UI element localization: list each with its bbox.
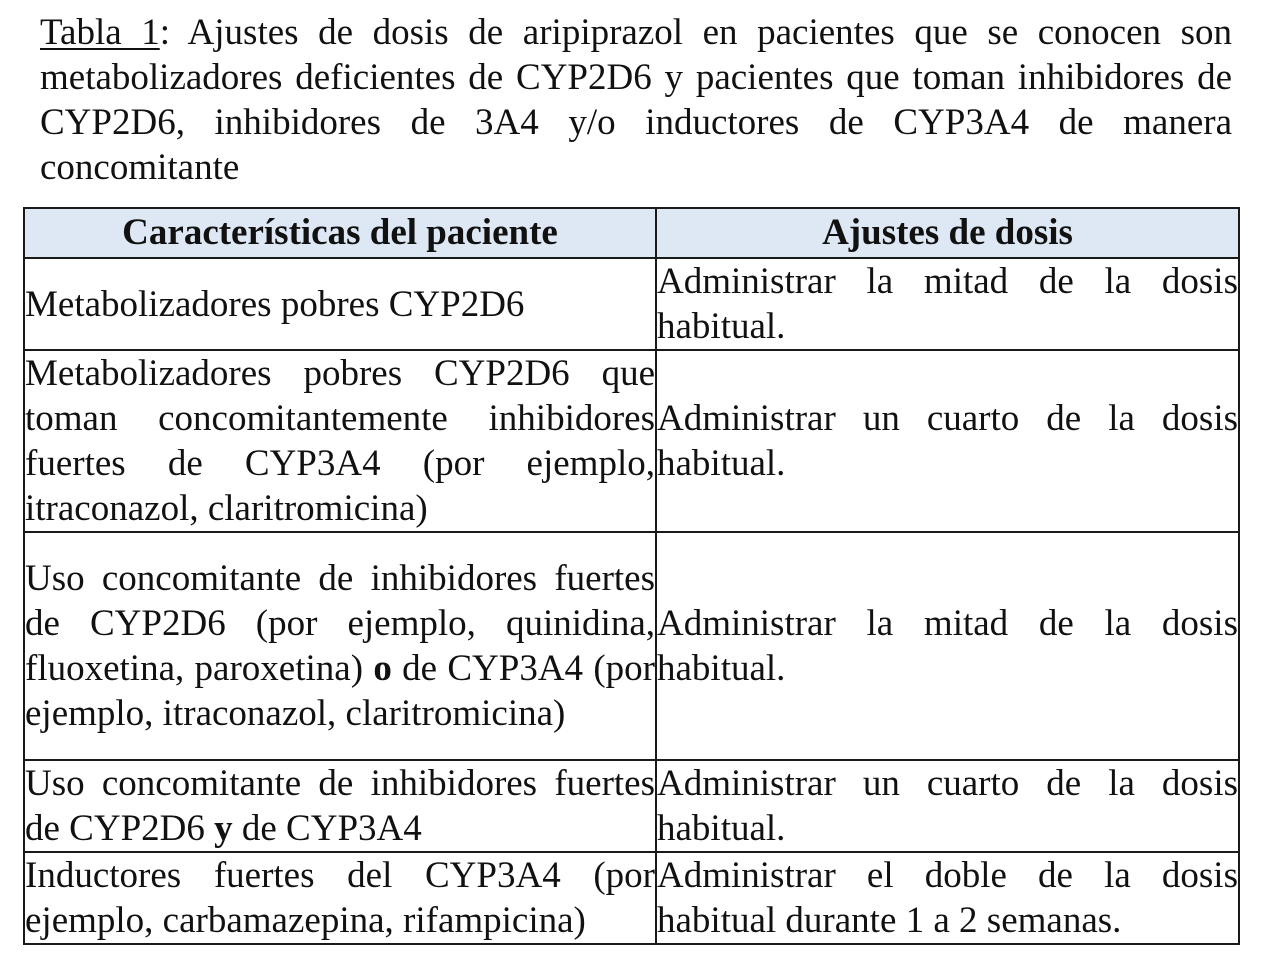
- patient-text: Uso concomitante de inhibidores fuertes de CYP2D6 (por ejemplo, quinidina, fluoxetina, paroxetina): [25, 558, 655, 689]
- adjustment-cell: Administrar el doble de la dosis habitual durante 1 a 2 semanas.: [656, 852, 1239, 944]
- column-header-patient: Características del paciente: [24, 208, 656, 258]
- table-header-row: [24, 208, 1239, 258]
- patient-cell: Metabolizadores pobres CYP2D6 que toman concomitantemente inhibidores fuertes de CYP3A4 (por ejemplo, itraconazol, claritromicina): [24, 350, 656, 532]
- patient-cell: [24, 532, 656, 760]
- adjustment-cell: Administrar un cuarto de la dosis habitual.: [656, 760, 1239, 852]
- patient-cell: Metabolizadores pobres CYP2D6: [24, 258, 656, 350]
- table-caption: [40, 10, 1232, 190]
- adjustment-cell: Administrar la mitad de la dosis habitual.: [656, 258, 1239, 350]
- patient-cell: [24, 760, 656, 852]
- column-header-adjustment: Ajustes de dosis: [656, 208, 1239, 258]
- patient-text: de CYP3A4 (por ejemplo, itraconazol, claritromicina): [25, 648, 655, 734]
- adjustment-cell: Administrar la mitad de la dosis habitual.: [656, 532, 1239, 760]
- patient-text: Uso concomitante de inhibidores fuertes de CYP2D6: [25, 763, 655, 849]
- patient-conjunction: o: [373, 648, 392, 689]
- dose-adjustment-table: [23, 207, 1240, 945]
- patient-conjunction: y: [214, 808, 233, 849]
- table-row: [24, 532, 1239, 760]
- table-row: [24, 852, 1239, 944]
- patient-text: de CYP3A4: [232, 808, 422, 849]
- table-row: [24, 760, 1239, 852]
- table-row: [24, 350, 1239, 532]
- adjustment-cell: Administrar un cuarto de la dosis habitual.: [656, 350, 1239, 532]
- table-caption-text: : Ajustes de dosis de aripiprazol en pacientes que se conocen son metabolizadores deficientes de CYP2D6 y pacientes que toman inhibidores de CYP2D6, inhibidores de 3A4 y/o inductores de CYP3A4 de manera concomitante: [40, 12, 1232, 188]
- patient-cell: Inductores fuertes del CYP3A4 (por ejemplo, carbamazepina, rifampicina): [24, 852, 656, 944]
- table-row: [24, 258, 1239, 350]
- table-number-label: Tabla 1: [40, 12, 160, 53]
